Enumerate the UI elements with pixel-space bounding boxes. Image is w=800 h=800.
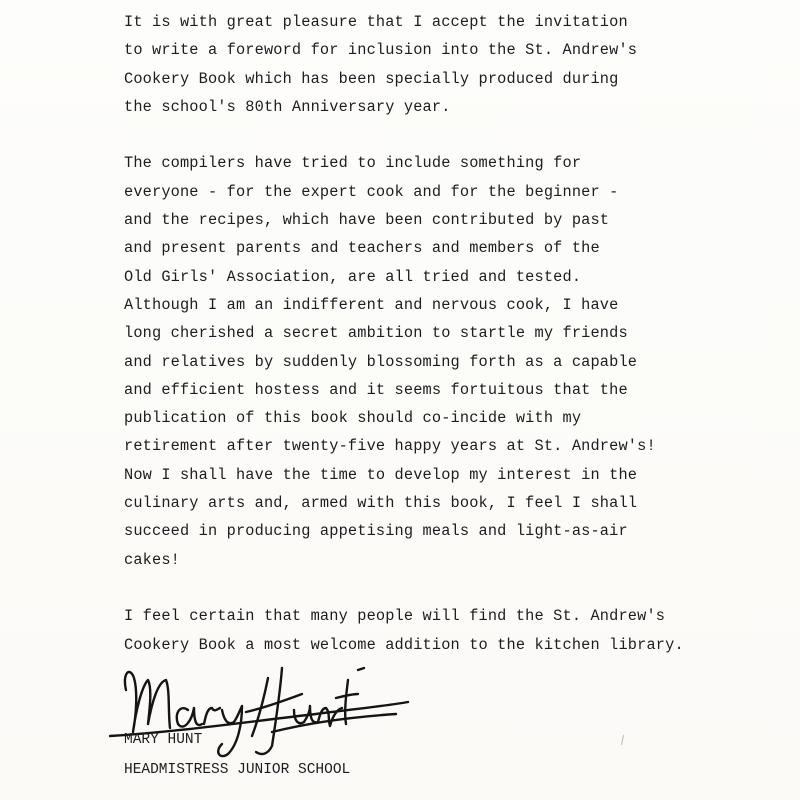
text-line: everyone - for the expert cook and for the beginner - bbox=[124, 182, 619, 201]
text-line: and efficient hostess and it seems fortuitous that the bbox=[124, 380, 628, 399]
paragraph-gap bbox=[124, 121, 764, 149]
text-line: Cookery Book which has been specially produced during bbox=[124, 69, 619, 88]
text-line: culinary arts and, armed with this book, I feel I shall bbox=[124, 494, 638, 513]
text-line: the school's 80th Anniversary year. bbox=[124, 97, 451, 116]
text-line: long cherished a secret ambition to startle my friends bbox=[124, 324, 628, 343]
text-line: and relatives by suddenly blossoming forth as a capable bbox=[124, 352, 638, 371]
text-line: and present parents and teachers and members of the bbox=[124, 239, 600, 258]
text-line: Old Girls' Association, are all tried and tested. bbox=[124, 267, 582, 286]
text-line: It is with great pleasure that I accept the invitation bbox=[124, 13, 628, 31]
text-line: Cookery Book a most welcome addition to the kitchen library. bbox=[124, 635, 684, 654]
text-line: and the recipes, which have been contributed by past bbox=[124, 211, 610, 230]
letter-body bbox=[124, 8, 764, 659]
text-line: retirement after twenty-five happy years at St. Andrew's! bbox=[124, 437, 656, 456]
text-line: cakes! bbox=[124, 550, 180, 569]
text-line: succeed in producing appetising meals and light-as-air bbox=[124, 522, 628, 541]
text-line: publication of this book should co-incide with my bbox=[124, 409, 582, 428]
text-line: The compilers have tried to include something for bbox=[124, 154, 582, 173]
paragraph-1 bbox=[124, 8, 764, 121]
paragraph-2 bbox=[124, 149, 764, 573]
text-line: Now I shall have the time to develop my interest in the bbox=[124, 465, 638, 484]
text-line: I feel certain that many people will find the St. Andrew's bbox=[124, 607, 666, 626]
paragraph-gap bbox=[124, 574, 764, 602]
signatory-name: MARY HUNT bbox=[124, 732, 203, 748]
text-line: to write a foreword for inclusion into the St. Andrew's bbox=[124, 41, 638, 60]
text-line: Although I am an indifferent and nervous cook, I have bbox=[124, 295, 619, 314]
paper-speck bbox=[621, 735, 624, 745]
signatory-title: HEADMISTRESS JUNIOR SCHOOL bbox=[124, 762, 351, 778]
